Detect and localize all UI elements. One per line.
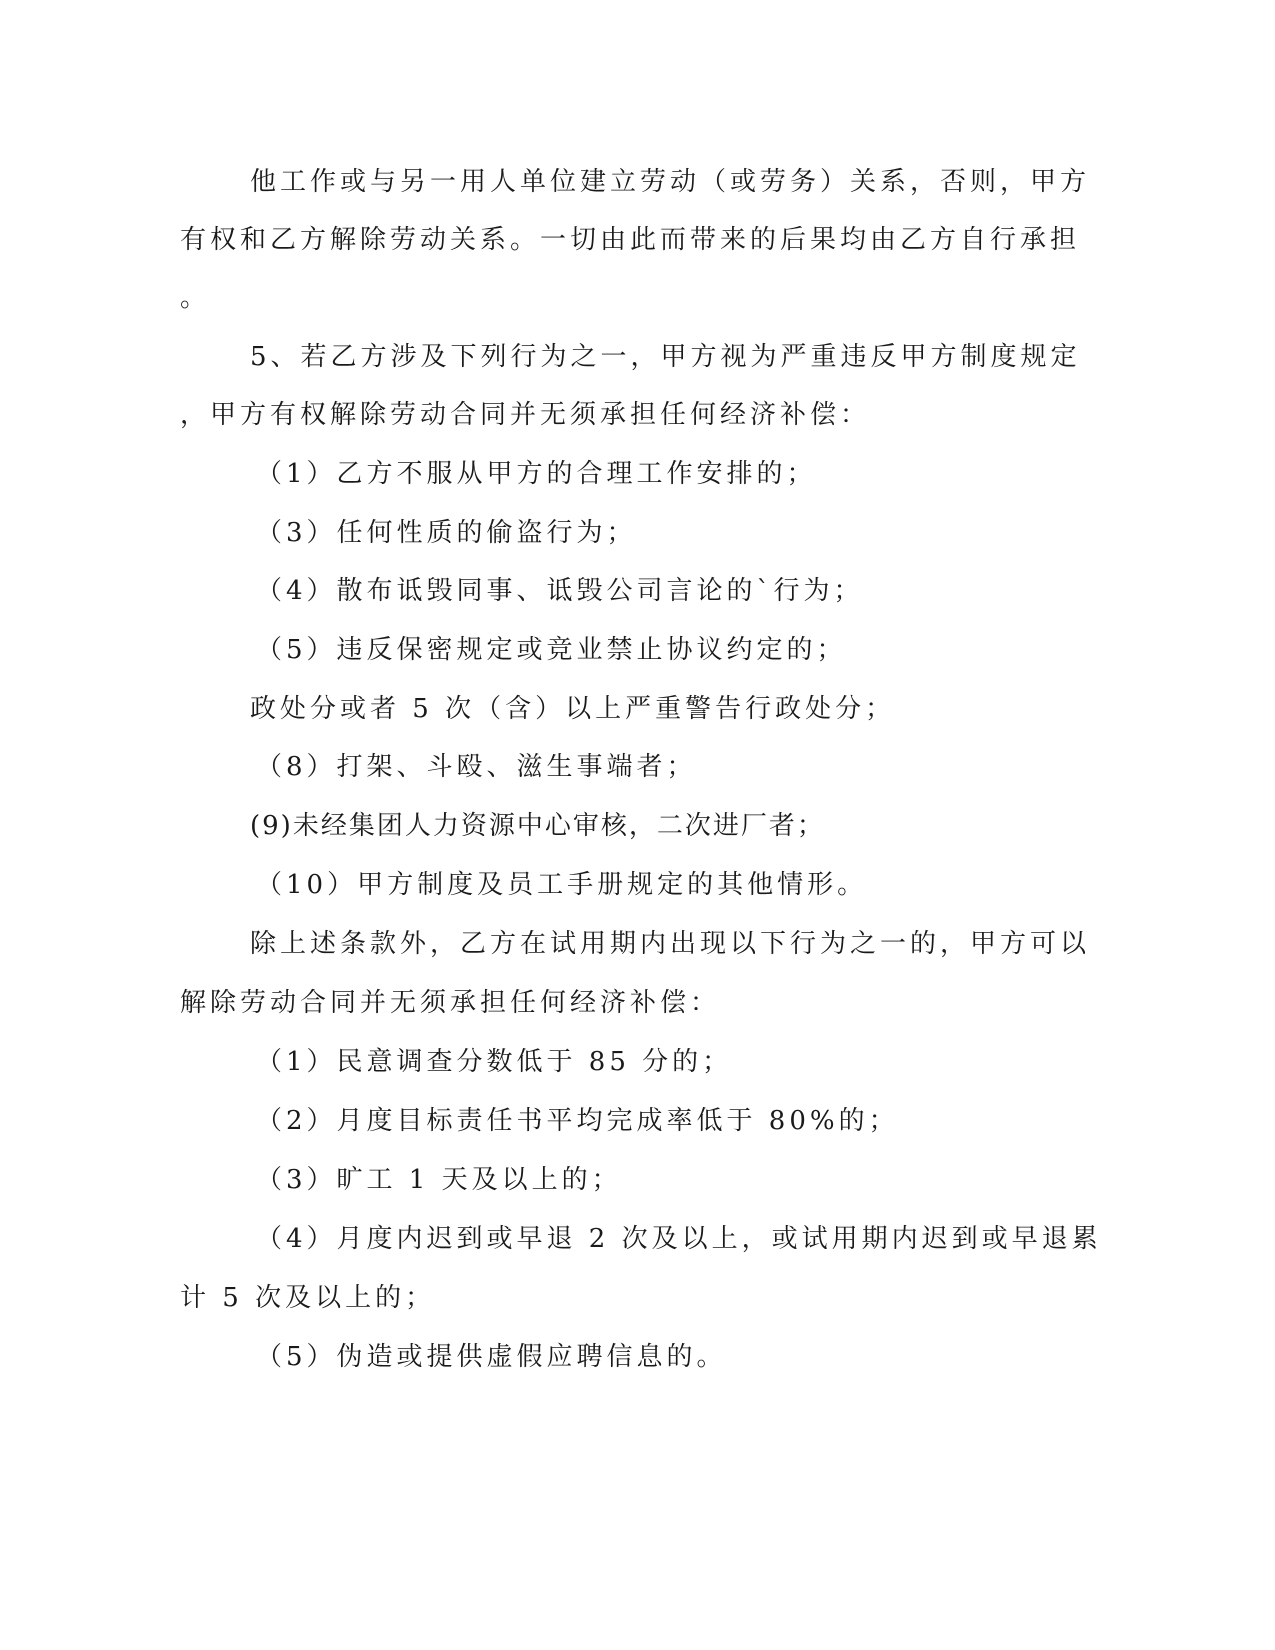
- paragraph-line: 除上述条款外，乙方在试用期内出现以下行为之一的，甲方可以: [250, 929, 1091, 959]
- paragraph-line: 计 5 次及以上的；: [180, 1283, 436, 1313]
- list-item: （1）乙方不服从甲方的合理工作安排的；: [256, 459, 817, 489]
- list-item: （5）违反保密规定或竞业禁止协议约定的；: [256, 635, 847, 665]
- paragraph-line: 有权和乙方解除劳动关系。一切由此而带来的后果均由乙方自行承担: [180, 225, 1081, 255]
- list-item: （1）民意调查分数低于 85 分的；: [256, 1047, 733, 1077]
- paragraph-line: 政处分或者 5 次（含）以上严重警告行政处分；: [250, 694, 896, 724]
- list-item: （2）月度目标责任书平均完成率低于 80%的；: [256, 1106, 899, 1136]
- paragraph-line: ，甲方有权解除劳动合同并无须承担任何经济补偿：: [180, 400, 871, 430]
- list-item: （4）散布诋毁同事、诋毁公司言论的`行为；: [256, 576, 864, 606]
- list-item: （10）甲方制度及员工手册规定的其他情形。: [256, 870, 868, 900]
- list-item: (9)未经集团人力资源中心审核，二次进厂者；: [250, 811, 825, 841]
- list-item: （8）打架、斗殴、滋生事端者；: [256, 752, 697, 782]
- paragraph-line: 5、若乙方涉及下列行为之一，甲方视为严重违反甲方制度规定: [250, 342, 1081, 372]
- list-item: （3）旷工 1 天及以上的；: [256, 1165, 622, 1195]
- paragraph-line: 他工作或与另一用人单位建立劳动（或劳务）关系，否则，甲方: [250, 167, 1091, 197]
- list-item: （5）伪造或提供虚假应聘信息的。: [256, 1342, 727, 1372]
- paragraph-line: 。: [180, 283, 211, 313]
- paragraph-line: 解除劳动合同并无须承担任何经济补偿：: [180, 988, 721, 1018]
- list-item: （3）任何性质的偷盗行为；: [256, 518, 637, 548]
- list-item: （4）月度内迟到或早退 2 次及以上，或试用期内迟到或早退累: [256, 1224, 1102, 1254]
